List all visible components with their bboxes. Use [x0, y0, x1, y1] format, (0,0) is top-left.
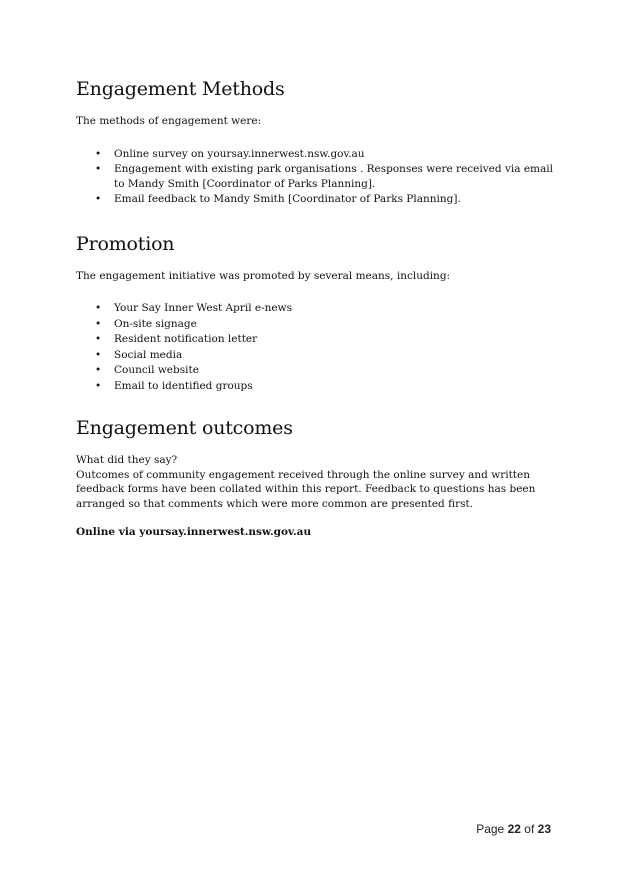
section-subheading: Online via yoursay.innerwest.nsw.gov.au — [76, 526, 312, 538]
of-word: of — [524, 822, 535, 836]
list-item-text: On-site signage — [114, 317, 197, 330]
bullet-icon: • — [95, 163, 102, 175]
section-heading: Promotion — [76, 232, 175, 255]
bullet-list — [76, 301, 556, 393]
list-item-text: Social media — [114, 348, 183, 361]
list-item — [76, 363, 556, 378]
list-item-text: Email to identified groups — [114, 379, 253, 392]
list-item — [76, 192, 556, 207]
section-intro: The engagement initiative was promoted by several means, including: — [76, 269, 451, 282]
list-item — [76, 379, 556, 394]
bullet-icon: • — [95, 147, 102, 160]
section-body: Outcomes of community engagement received through the online survey and written feedback forms have been collated within this report. Feedback to questions has been arranged so that comments which were more common are presented first. — [76, 468, 536, 510]
section-heading: Engagement outcomes — [76, 417, 293, 439]
section-promotion — [76, 233, 556, 394]
list-item-text: Resident notification letter — [114, 333, 258, 345]
list-item — [76, 147, 556, 162]
bullet-icon: • — [95, 302, 102, 314]
bullet-icon: • — [95, 379, 102, 392]
section-intro: The methods of engagement were: — [76, 115, 262, 127]
list-item-text: Engagement with existing park organisations . Responses were received via email to Mandy Smith [Coordinator of Parks Planning]. — [114, 163, 553, 190]
section-engagement-outcomes — [76, 417, 556, 540]
list-item-text: Your Say Inner West April e-news — [114, 302, 293, 314]
list-item-text: Online survey on yoursay.innerwest.nsw.gov.au — [114, 147, 365, 160]
list-item — [76, 317, 556, 332]
bullet-icon: • — [95, 317, 102, 330]
section-engagement-methods — [76, 78, 556, 207]
section-question: What did they say? — [76, 454, 178, 466]
bullet-icon: • — [95, 364, 102, 376]
list-item — [76, 162, 556, 191]
list-item — [76, 332, 556, 347]
bullet-list — [76, 147, 556, 207]
bullet-icon: • — [95, 348, 102, 361]
page-word: Page — [476, 822, 505, 836]
page-footer — [476, 822, 551, 836]
list-item-text: Council website — [114, 364, 199, 376]
page-content — [76, 78, 556, 540]
total-page-count: 23 — [537, 822, 551, 836]
list-item — [76, 301, 556, 316]
section-heading: Engagement Methods — [76, 78, 285, 100]
bullet-icon: • — [95, 193, 102, 205]
list-item — [76, 348, 556, 363]
bullet-icon: • — [95, 333, 102, 345]
current-page-number: 22 — [507, 822, 521, 836]
list-item-text: Email feedback to Mandy Smith [Coordinator of Parks Planning]. — [114, 193, 461, 205]
